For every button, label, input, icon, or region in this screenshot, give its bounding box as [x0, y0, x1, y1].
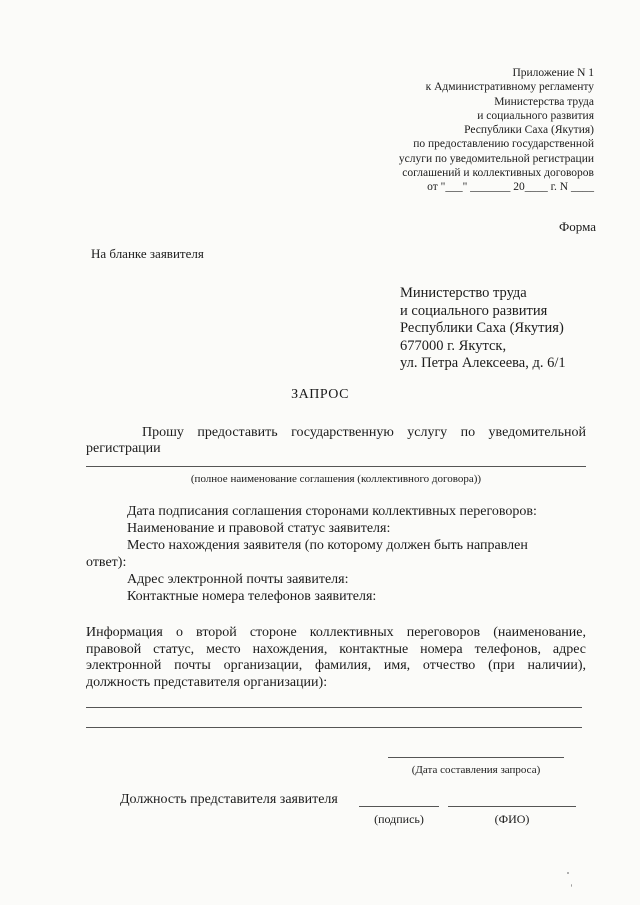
- second-party-line-1[interactable]: [86, 707, 582, 708]
- header-line: по предоставлению государственной: [413, 138, 594, 151]
- field-signing-date: Дата подписания соглашения сторонами коллективных переговоров:: [127, 504, 537, 519]
- signature-label: Должность представителя заявителя: [120, 792, 338, 807]
- scan-speck: [571, 884, 572, 887]
- form-label: Форма: [559, 219, 596, 234]
- appendix-header: [334, 66, 594, 195]
- header-line: от "___" _______ 20____ г. N ____: [427, 181, 594, 194]
- field-phones: Контактные номера телефонов заявителя:: [127, 589, 377, 604]
- header-line: Республики Саха (Якутия): [464, 124, 594, 137]
- request-date-caption: (Дата составления запроса): [411, 764, 541, 776]
- header-line: Приложение N 1: [512, 67, 594, 79]
- recipient-line: 677000 г. Якутск,: [400, 337, 507, 354]
- header-line: соглашений и коллективных договоров: [402, 167, 594, 180]
- fio-line[interactable]: [448, 806, 576, 807]
- header-line: к Административному регламенту: [425, 81, 594, 94]
- agreement-name-line[interactable]: [86, 466, 586, 467]
- field-location-cont: ответ):: [86, 555, 127, 570]
- field-name-status: Наименование и правовой статус заявителя:: [127, 521, 391, 536]
- recipient-line: и социального развития: [400, 302, 548, 319]
- scan-speck: [567, 872, 569, 874]
- document-title: ЗАПРОС: [291, 387, 349, 402]
- signature-line[interactable]: [359, 806, 439, 807]
- fio-caption: (ФИО): [494, 812, 530, 826]
- recipient-line: Республики Саха (Якутия): [400, 320, 564, 336]
- header-line: услуги по уведомительной регистрации: [398, 152, 594, 165]
- letterhead-note: На бланке заявителя: [91, 246, 204, 261]
- field-location: Место нахождения заявителя (по которому должен быть направлен: [127, 538, 528, 553]
- request-paragraph: Прошу предоставить государственную услугу по уведомительной регистрации: [86, 425, 586, 456]
- recipient-address: [400, 285, 566, 373]
- recipient-line: ул. Петра Алексеева, д. 6/1: [400, 355, 566, 371]
- agreement-name-caption: (полное наименование соглашения (коллективного договора)): [190, 473, 482, 485]
- field-email: Адрес электронной почты заявителя:: [127, 572, 349, 587]
- signature-caption: (подпись): [374, 812, 424, 826]
- header-line: Министерства труда: [494, 95, 594, 108]
- request-date-line[interactable]: [388, 757, 564, 758]
- second-party-paragraph: Информация о второй стороне коллективных переговоров (наименование, правовой статус, место нахождения, контактные номера телефонов, адрес электронной почты организации, фамилия, имя, отчество (при наличии), должность представителя организации):: [86, 625, 586, 690]
- recipient-line: Министерство труда: [400, 285, 527, 301]
- header-line: и социального развития: [477, 109, 594, 122]
- second-party-line-2[interactable]: [86, 727, 582, 728]
